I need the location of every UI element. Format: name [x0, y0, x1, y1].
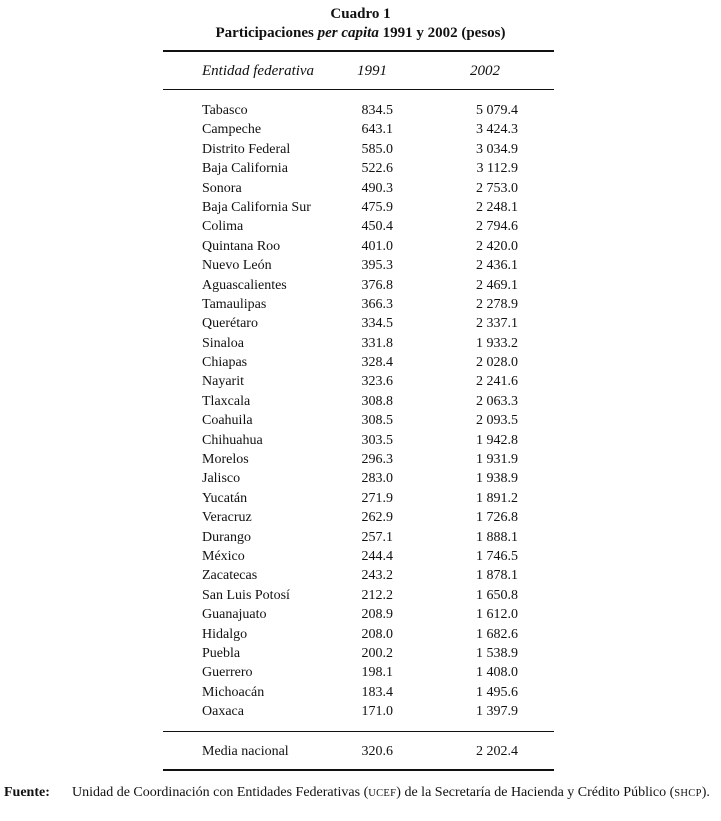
table-row — [0, 489, 721, 508]
value-1991: 283.0 — [361, 471, 393, 487]
header-entity: Entidad federativa — [202, 63, 315, 79]
value-1991: 208.9 — [361, 607, 393, 623]
table-row — [0, 625, 721, 644]
table-row — [0, 179, 721, 198]
value-1991: 490.3 — [361, 180, 393, 196]
subtitle-part1: Participaciones — [215, 25, 318, 41]
entity-name: Tlaxcala — [202, 393, 251, 409]
value-2002: 1 612.0 — [476, 607, 518, 623]
value-2002: 2 093.5 — [476, 413, 518, 429]
value-1991: 328.4 — [361, 355, 393, 371]
table-row — [0, 314, 721, 333]
value-2002: 2 469.1 — [476, 277, 518, 293]
value-1991: 643.1 — [361, 122, 393, 138]
table-row — [0, 450, 721, 469]
entity-name: Jalisco — [202, 471, 241, 487]
source-text-3: ). — [701, 785, 710, 800]
value-2002: 2 063.3 — [476, 393, 518, 409]
source-abbr-shcp: SHCP — [674, 788, 702, 799]
value-1991: 308.8 — [361, 393, 393, 409]
table-row — [0, 702, 721, 721]
value-1991: 171.0 — [361, 704, 393, 720]
value-1991: 522.6 — [361, 161, 393, 177]
footer-rule-bottom — [163, 769, 554, 771]
mean-value-2002: 2 202.4 — [476, 744, 518, 759]
value-2002: 3 424.3 — [476, 122, 518, 138]
value-1991: 208.0 — [361, 626, 393, 642]
value-2002: 2 794.6 — [476, 219, 518, 235]
entity-name: Nayarit — [202, 374, 244, 390]
footer-rule-top — [163, 731, 554, 732]
value-1991: 376.8 — [361, 277, 393, 293]
value-2002: 1 495.6 — [476, 684, 518, 700]
table-subtitle — [0, 24, 721, 42]
value-1991: 271.9 — [361, 490, 393, 506]
header-year-2002: 2002 — [470, 63, 500, 79]
value-1991: 334.5 — [361, 316, 393, 332]
value-1991: 200.2 — [361, 645, 393, 661]
value-1991: 834.5 — [361, 103, 393, 118]
value-2002: 1 650.8 — [476, 587, 518, 603]
table-row — [0, 547, 721, 566]
entity-name: Querétaro — [202, 316, 258, 332]
entity-name: Coahuila — [202, 413, 253, 429]
value-1991: 296.3 — [361, 452, 393, 468]
subtitle-part2: 1991 y 2002 (pesos) — [378, 25, 506, 41]
table-row — [0, 683, 721, 702]
value-2002: 1 746.5 — [476, 548, 518, 564]
table-row — [0, 140, 721, 159]
table-row — [0, 159, 721, 178]
value-2002: 2 028.0 — [476, 355, 518, 371]
subtitle-italic: per capita — [317, 25, 379, 41]
entity-name: Tamaulipas — [202, 296, 267, 312]
table-row — [0, 120, 721, 139]
table-row-mean — [0, 742, 721, 761]
value-1991: 331.8 — [361, 335, 393, 351]
entity-name: Sonora — [202, 180, 242, 196]
table-row — [0, 586, 721, 605]
value-1991: 585.0 — [361, 141, 393, 157]
value-1991: 303.5 — [361, 432, 393, 448]
top-rule — [163, 50, 554, 52]
entity-name: San Luis Potosí — [202, 587, 290, 603]
entity-name: Zacatecas — [202, 568, 258, 584]
value-1991: 257.1 — [361, 529, 393, 545]
entity-name: Chihuahua — [202, 432, 263, 448]
value-2002: 1 878.1 — [476, 568, 518, 584]
value-2002: 5 079.4 — [476, 103, 518, 118]
value-1991: 475.9 — [361, 199, 393, 215]
value-1991: 262.9 — [361, 510, 393, 526]
value-2002: 1 888.1 — [476, 529, 518, 545]
table-row — [0, 101, 721, 120]
table-row — [0, 217, 721, 236]
value-2002: 1 942.8 — [476, 432, 518, 448]
table-row — [0, 237, 721, 256]
value-2002: 2 241.6 — [476, 374, 518, 390]
value-1991: 366.3 — [361, 296, 393, 312]
mean-value-1991: 320.6 — [361, 744, 393, 759]
entity-name: Sinaloa — [202, 335, 244, 351]
table-body — [0, 101, 721, 722]
value-2002: 2 753.0 — [476, 180, 518, 196]
header-year-1991: 1991 — [357, 63, 387, 79]
source-text — [72, 783, 720, 803]
source-text-1: Unidad de Coordinación con Entidades Federativas ( — [72, 785, 369, 800]
entity-name: Yucatán — [202, 490, 248, 506]
source-text-2: ) de la Secretaría de Hacienda y Crédito Público ( — [396, 785, 675, 800]
header-rule — [163, 89, 554, 90]
table-row — [0, 605, 721, 624]
value-1991: 183.4 — [361, 684, 393, 700]
table-row — [0, 528, 721, 547]
value-1991: 244.4 — [361, 548, 393, 564]
value-2002: 1 682.6 — [476, 626, 518, 642]
table-row — [0, 198, 721, 217]
table-row — [0, 256, 721, 275]
entity-name: Baja California — [202, 161, 288, 177]
source-abbr-ucef: UCEF — [368, 788, 397, 799]
entity-name: México — [202, 548, 245, 564]
table-row — [0, 411, 721, 430]
value-2002: 1 397.9 — [476, 704, 518, 720]
entity-name: Chiapas — [202, 355, 248, 371]
entity-name: Veracruz — [202, 510, 252, 526]
entity-name: Quintana Roo — [202, 238, 281, 254]
table-row — [0, 431, 721, 450]
value-2002: 2 337.1 — [476, 316, 518, 332]
value-2002: 1 933.2 — [476, 335, 518, 351]
entity-name: Oaxaca — [202, 704, 244, 720]
value-1991: 323.6 — [361, 374, 393, 390]
value-2002: 1 408.0 — [476, 665, 518, 681]
entity-name: Guanajuato — [202, 607, 267, 623]
value-2002: 3 034.9 — [476, 141, 518, 157]
value-2002: 1 931.9 — [476, 452, 518, 468]
entity-name: Puebla — [202, 645, 241, 661]
value-1991: 450.4 — [361, 219, 393, 235]
value-2002: 2 436.1 — [476, 258, 518, 274]
mean-name: Media nacional — [202, 744, 289, 759]
entity-name: Tabasco — [202, 103, 248, 118]
table-row — [0, 644, 721, 663]
entity-name: Michoacán — [202, 684, 265, 700]
table-row — [0, 353, 721, 372]
value-1991: 212.2 — [361, 587, 393, 603]
entity-name: Aguascalientes — [202, 277, 287, 293]
entity-name: Colima — [202, 219, 244, 235]
value-2002: 1 538.9 — [476, 645, 518, 661]
entity-name: Nuevo León — [202, 258, 272, 274]
value-2002: 3 112.9 — [476, 161, 518, 177]
table-row — [0, 334, 721, 353]
value-2002: 1 891.2 — [476, 490, 518, 506]
source-label: Fuente: — [4, 785, 50, 800]
table-row — [0, 469, 721, 488]
value-2002: 1 938.9 — [476, 471, 518, 487]
entity-name: Morelos — [202, 452, 249, 468]
entity-name: Guerrero — [202, 665, 253, 681]
value-2002: 2 278.9 — [476, 296, 518, 312]
table-row — [0, 392, 721, 411]
value-2002: 2 248.1 — [476, 199, 518, 215]
table-row — [0, 663, 721, 682]
entity-name: Hidalgo — [202, 626, 248, 642]
value-2002: 1 726.8 — [476, 510, 518, 526]
value-1991: 243.2 — [361, 568, 393, 584]
value-2002: 2 420.0 — [476, 238, 518, 254]
value-1991: 395.3 — [361, 258, 393, 274]
table-row — [0, 566, 721, 585]
entity-name: Durango — [202, 529, 251, 545]
value-1991: 198.1 — [361, 665, 393, 681]
table-row — [0, 295, 721, 314]
table-title: Cuadro 1 — [330, 6, 391, 22]
table-row — [0, 508, 721, 527]
value-1991: 308.5 — [361, 413, 393, 429]
table-row — [0, 276, 721, 295]
entity-name: Distrito Federal — [202, 141, 291, 157]
entity-name: Baja California Sur — [202, 199, 311, 215]
value-1991: 401.0 — [361, 238, 393, 254]
table-row — [0, 372, 721, 391]
entity-name: Campeche — [202, 122, 262, 138]
